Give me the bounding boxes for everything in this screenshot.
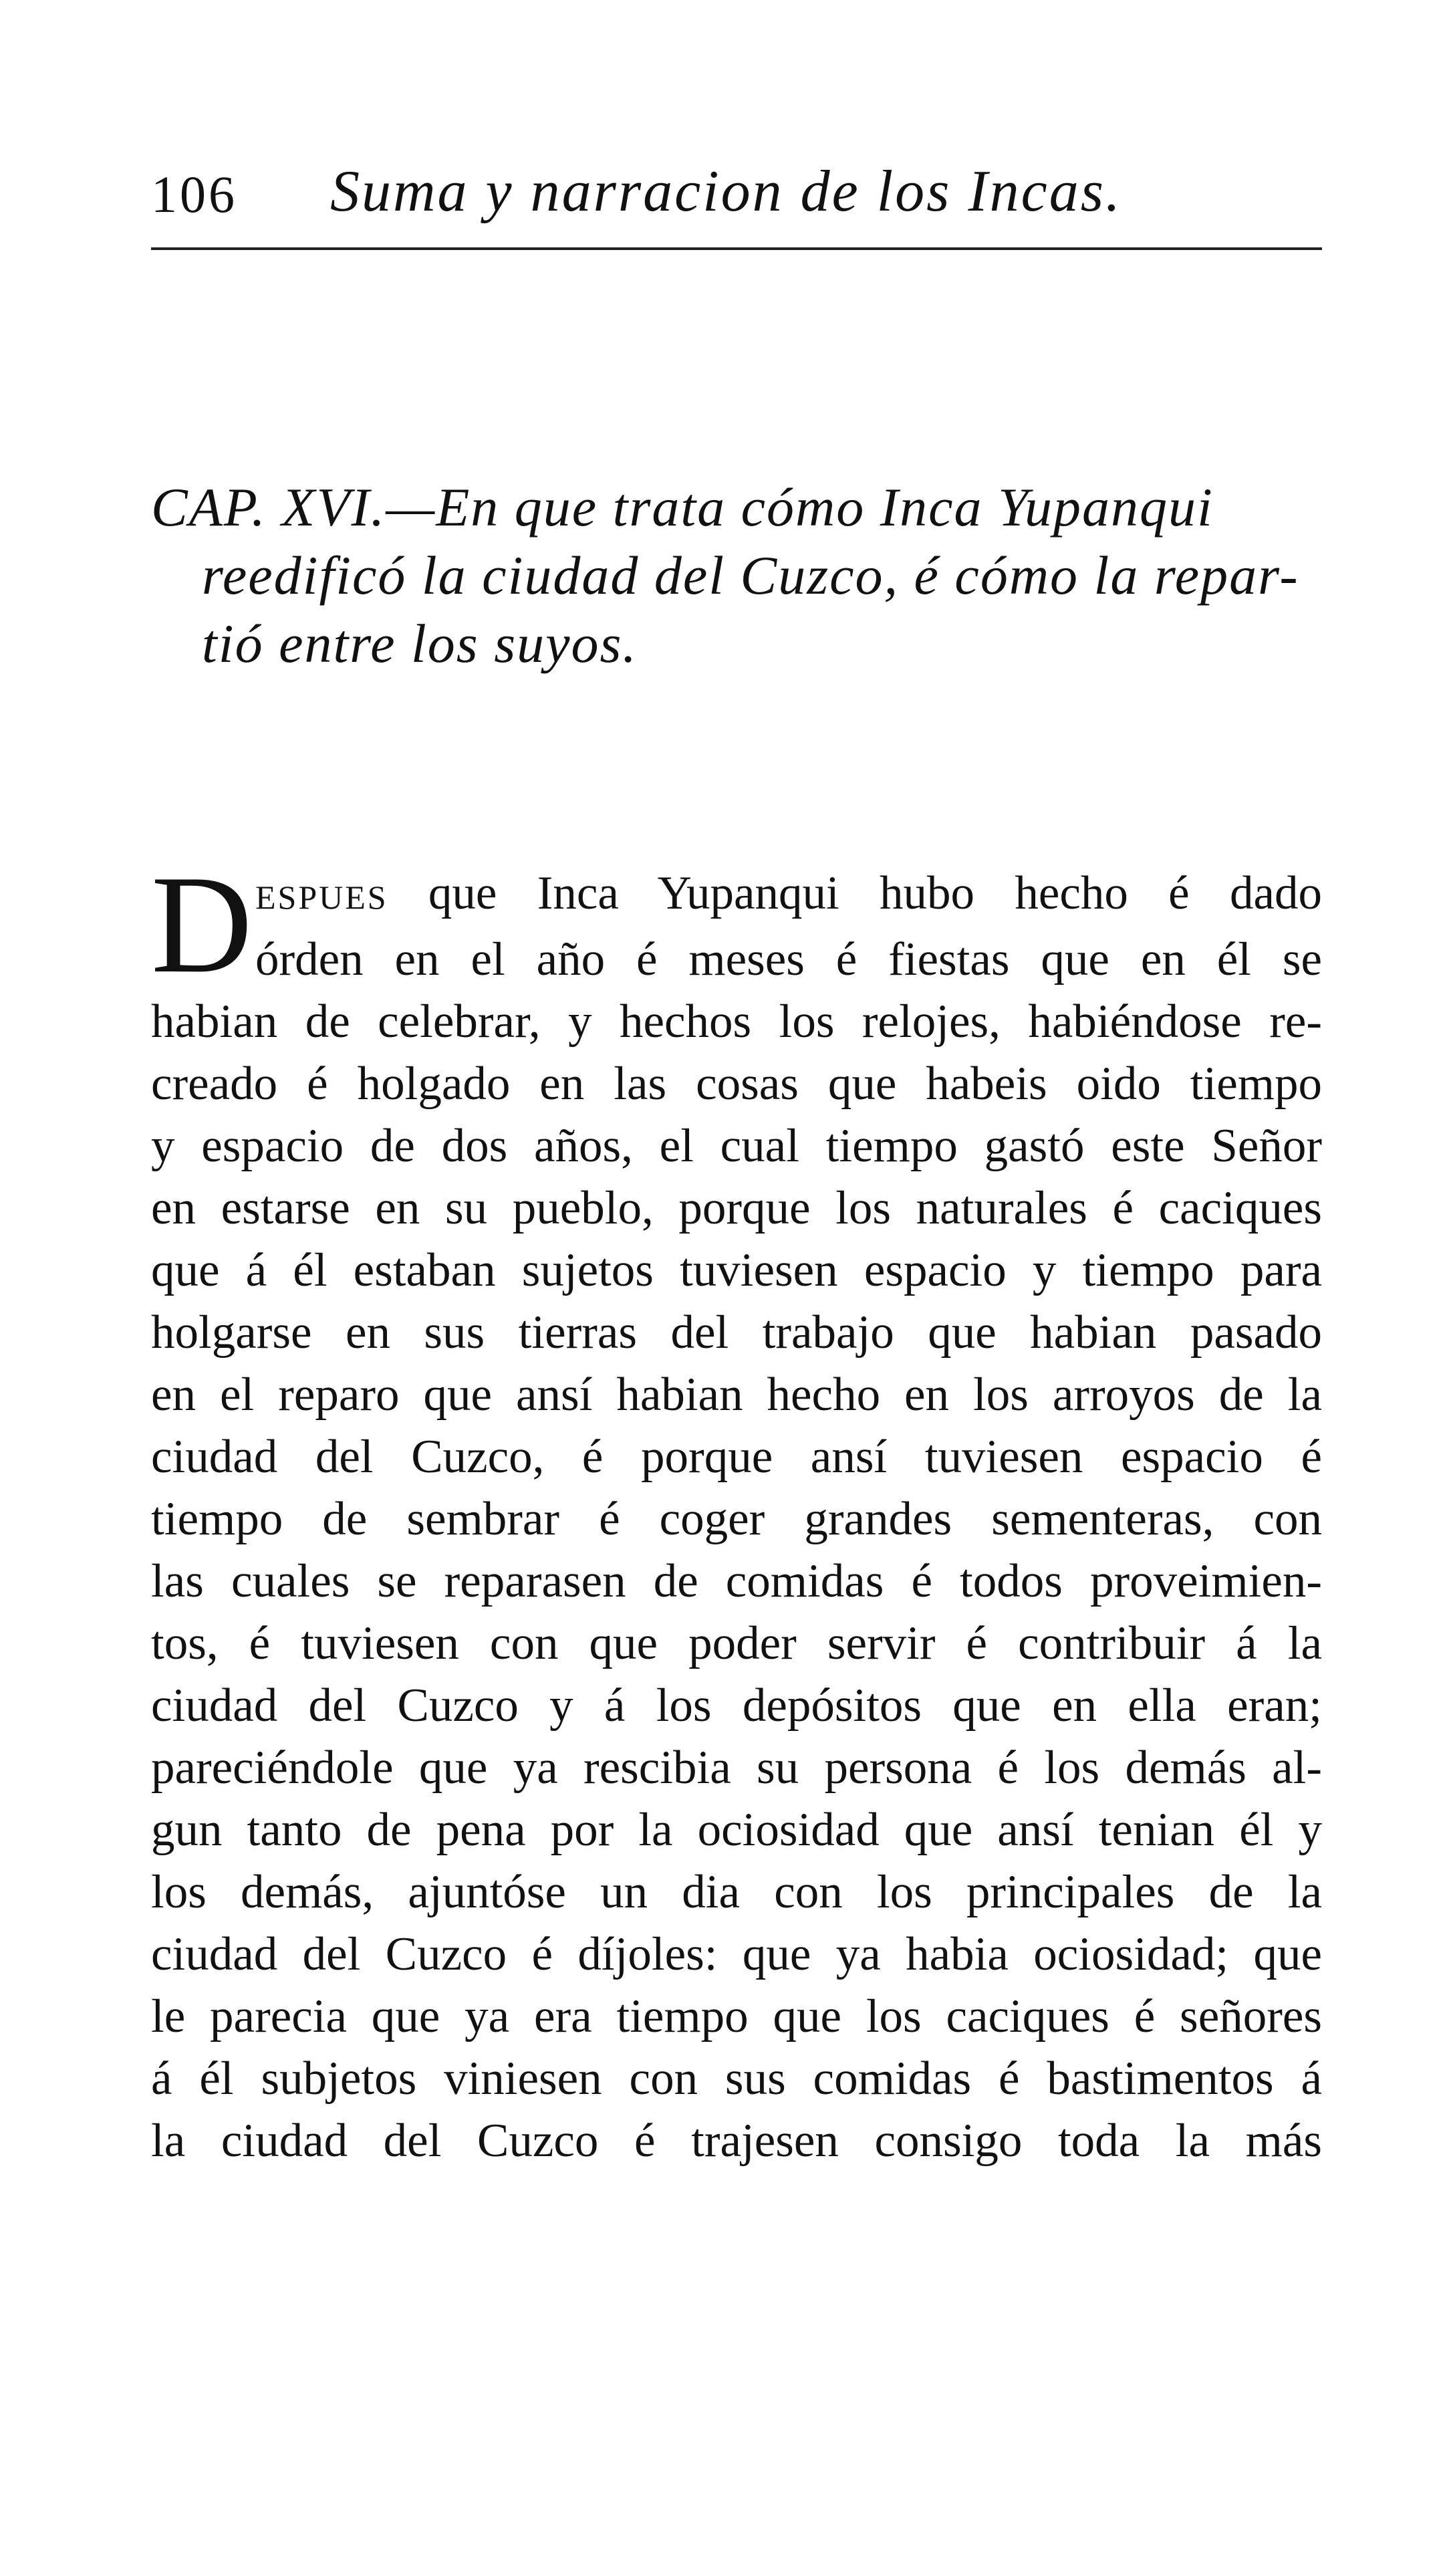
paragraph-line: en el reparo que ansí habian hecho en los arroyos de la	[151, 1369, 1322, 1421]
drop-cap: D	[151, 847, 253, 1002]
drop-cap-box	[151, 847, 253, 1002]
paragraph-line: tiempo de sembrar é coger grandes sementeras, con	[151, 1493, 1322, 1545]
paragraph-line: que á él estaban sujetos tuviesen espacio y tiempo para	[151, 1244, 1322, 1296]
drop-cap-lines	[151, 862, 1322, 991]
first-line-text: que Inca Yupanqui hubo hecho é dado	[388, 867, 1322, 919]
paragraph-line: le parecia que ya era tiempo que los caciques é señores	[151, 1990, 1322, 2042]
page-number: 106	[151, 165, 237, 223]
paragraph-line: ciudad del Cuzco, é porque ansí tuviesen espacio é	[151, 1431, 1322, 1483]
running-head	[151, 158, 1321, 231]
paragraph-line: y espacio de dos años, el cual tiempo gastó este Señor	[151, 1120, 1322, 1172]
paragraph-line: habian de celebrar, y hechos los relojes, habiéndose re-	[151, 996, 1322, 1048]
paragraph-line: ciudad del Cuzco y á los depósitos que en ella eran;	[151, 1679, 1322, 1732]
paragraph-line: holgarse en sus tierras del trabajo que habian pasado	[151, 1306, 1322, 1359]
paragraph-line: tos, é tuviesen con que poder servir é contribuir á la	[151, 1617, 1322, 1669]
chapter-heading-line: reedificó la ciudad del Cuzco, é cómo la repar-	[202, 545, 1299, 606]
paragraph-line: creado é holgado en las cosas que habeis oido tiempo	[151, 1058, 1322, 1110]
chapter-heading	[151, 473, 1322, 678]
paragraph-line: gun tanto de pena por la ociosidad que ansí tenian él y	[151, 1804, 1322, 1856]
paragraph-line: los demás, ajuntóse un dia con los principales de la	[151, 1866, 1322, 1918]
chapter-heading-line: tió entre los suyos.	[202, 613, 638, 674]
small-caps-word: ESPUES	[255, 879, 388, 916]
paragraph-line: las cuales se reparasen de comidas é todos proveimien-	[151, 1555, 1322, 1607]
paragraph-line: la ciudad del Cuzco é trajesen consigo toda la más	[151, 2115, 1322, 2167]
header-rule	[151, 247, 1322, 250]
running-title: Suma y narracion de los Incas.	[330, 159, 1122, 224]
chapter-heading-line: CAP. XVI.—En que trata cómo Inca Yupanqui	[151, 477, 1214, 538]
paragraph-line: á él subjetos viniesen con sus comidas é bastimentos á	[151, 2053, 1322, 2105]
paragraph-line: en estarse en su pueblo, porque los naturales é caciques	[151, 1182, 1322, 1234]
body-text	[151, 847, 1322, 2172]
paragraph-line: ciudad del Cuzco é díjoles: que ya habia ociosidad; que	[151, 1928, 1322, 1980]
paragraph-line	[151, 862, 1322, 929]
paragraph-line: órden en el año é meses é fiestas que en él se	[255, 933, 1322, 985]
paragraph-line: pareciéndole que ya rescibia su persona é los demás al-	[151, 1742, 1322, 1794]
